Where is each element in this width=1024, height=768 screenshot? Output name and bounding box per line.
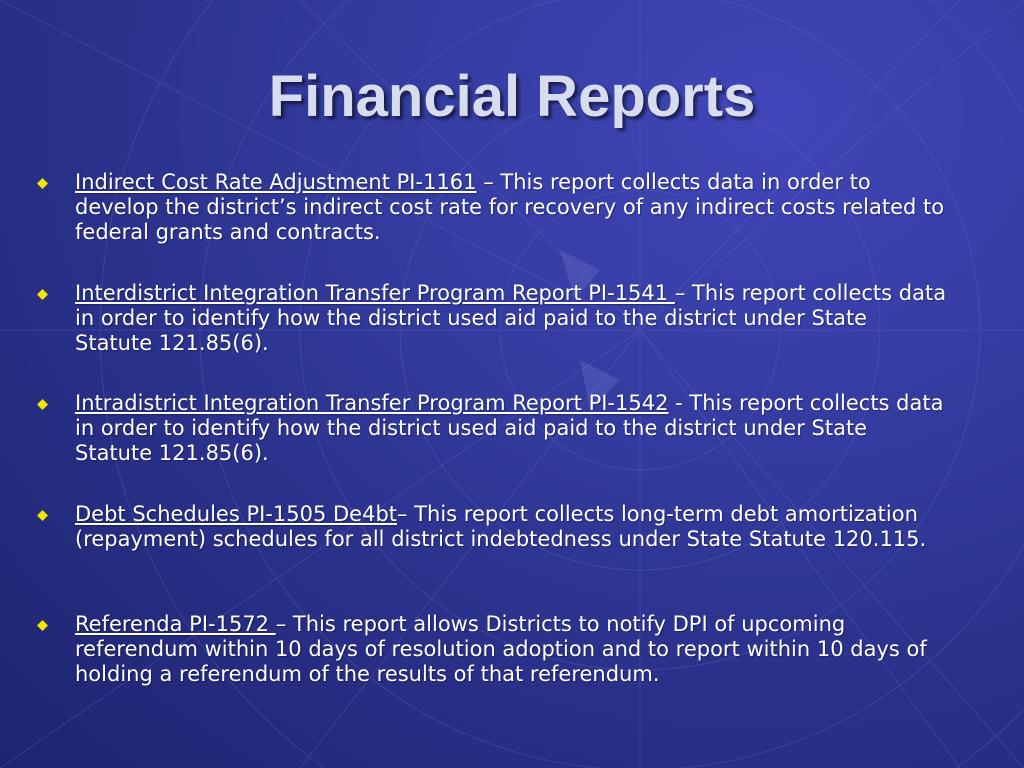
diamond-bullet-icon xyxy=(37,399,48,410)
diamond-bullet-icon xyxy=(37,620,48,631)
bullet-text xyxy=(75,612,947,687)
report-description: – This report collects data in order to identify how the district used aid paid to the district under State Statute 121.85(6). xyxy=(75,281,947,355)
bullet-text xyxy=(75,281,947,356)
report-link-pi-1541[interactable]: Interdistrict Integration Transfer Program Report PI-1541 xyxy=(75,281,675,305)
bullet-text xyxy=(75,391,947,466)
bullet-text xyxy=(75,170,947,245)
diamond-bullet-icon xyxy=(37,178,48,189)
diamond-bullet-icon xyxy=(37,510,48,521)
report-description: - This report collects data in order to identify how the district used aid paid to the district under State Statute 121.85(6). xyxy=(75,391,944,465)
report-link-pi-1572[interactable]: Referenda PI-1572 xyxy=(75,612,276,636)
report-description: – This report collects data in order to develop the district’s indirect cost rate for recovery of any indirect costs related to federal grants and contracts. xyxy=(75,170,945,244)
diamond-bullet-icon xyxy=(37,289,48,300)
bullet-text xyxy=(75,502,947,552)
report-link-pi-1542[interactable]: Intradistrict Integration Transfer Program Report PI-1542 xyxy=(75,391,669,415)
slide-title: Financial Reports xyxy=(268,64,756,129)
report-description: – This report allows Districts to notify DPI of upcoming referendum within 10 days of resolution adoption and to report within 10 days of holding a referendum of the results of that referendum. xyxy=(75,612,927,686)
report-description: – This report collects long-term debt amortization (repayment) schedules for all district indebtedness under State Statute 120.115. xyxy=(75,502,927,551)
report-link-pi-1505[interactable]: Debt Schedules PI-1505 De4bt xyxy=(75,502,398,526)
report-link-pi-1161[interactable]: Indirect Cost Rate Adjustment PI-1161 xyxy=(75,170,477,194)
